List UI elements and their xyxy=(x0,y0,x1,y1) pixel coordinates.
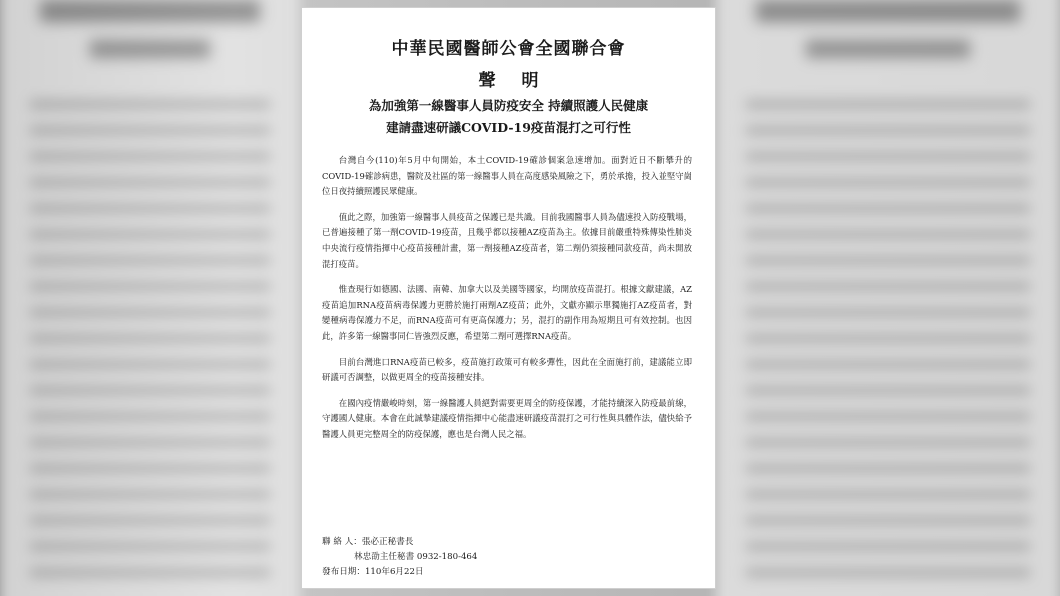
body-paragraph: 目前台灣進口RNA疫苗已較多，疫苗施打政策可有較多彈性，因此在全面施打前，建議能立即研議可否調整，以做更周全的疫苗接種安排。 xyxy=(322,356,692,383)
statement-body xyxy=(322,153,692,453)
document-subtitle-line-1: 為加強第一線醫事人員防疫安全 持續照護人民健康 xyxy=(368,98,649,113)
blurred-background-left xyxy=(0,0,300,596)
blurred-text-decoration xyxy=(40,0,260,22)
contact-block xyxy=(322,535,477,580)
blurred-text-decoration xyxy=(30,100,270,580)
release-date: 發布日期：110年6月22日 xyxy=(322,567,424,577)
document-type-heading: 聲 明 xyxy=(478,71,549,91)
contact-secretary: 林忠劭主任秘書 0932-180-464 xyxy=(354,552,478,562)
body-paragraph: 在國內疫情嚴峻時刻，第一線醫護人員絕對需要更周全的防疫保護，才能持續深入防疫最前線，守護國人健康。本會在此誠摯建議疫情指揮中心能盡速研議疫苗混打之可行性與具體作法，儘快給予醫護人員更完整周全的防疫保護，應也是台灣人民之福。 xyxy=(322,397,692,439)
blurred-background-right xyxy=(716,0,1060,596)
contact-person: 聯 絡 人：張必正秘書長 xyxy=(322,537,414,547)
blurred-text-decoration xyxy=(756,0,1020,22)
document-subtitle-line-2: 建請盡速研議COVID-19疫苗混打之可行性 xyxy=(386,120,631,135)
blurred-text-decoration xyxy=(806,40,970,58)
body-paragraph: 值此之際，加強第一線醫事人員疫苗之保護已是共識。目前我國醫事人員為儘速投入防疫戰場，已普遍接種了第一劑COVID-19疫苗，且幾乎都以接種AZ疫苗為主。依據目前嚴重特殊傳染性肺炎中央流行疫情指揮中心疫苗接種計畫，第一劑接種AZ疫苗者，第二劑仍須接種同款疫苗，尚未開放混打疫苗。 xyxy=(322,211,692,269)
body-paragraph: 惟查現行如德國、法國、南韓、加拿大以及美國等國家，均開放疫苗混打。根據文獻建議，AZ疫苗追加RNA疫苗病毒保護力更勝於施打兩劑AZ疫苗；此外，文獻亦顯示單獨施打AZ疫苗者，對變種病毒保護力不足，而RNA疫苗可有更高保護力；另，混打的副作用為短期且可有效控制。也因此，許多第一線醫事同仁皆強烈反應，希望第二劑可選擇RNA疫苗。 xyxy=(322,284,692,341)
statement-document xyxy=(302,8,715,588)
body-paragraph: 台灣自今(110)年5月中旬開始，本土COVID-19確診個案急速增加。面對近日不斷攀升的COVID-19確診病患，醫院及社區的第一線醫事人員在高度感染風險之下，勇於承擔，投入並堅守崗位日夜持續照護民眾健康。 xyxy=(322,155,692,197)
organization-title: 中華民國醫師公會全國聯合會 xyxy=(391,39,626,59)
blurred-text-decoration xyxy=(90,40,210,58)
blurred-text-decoration xyxy=(746,100,1030,580)
